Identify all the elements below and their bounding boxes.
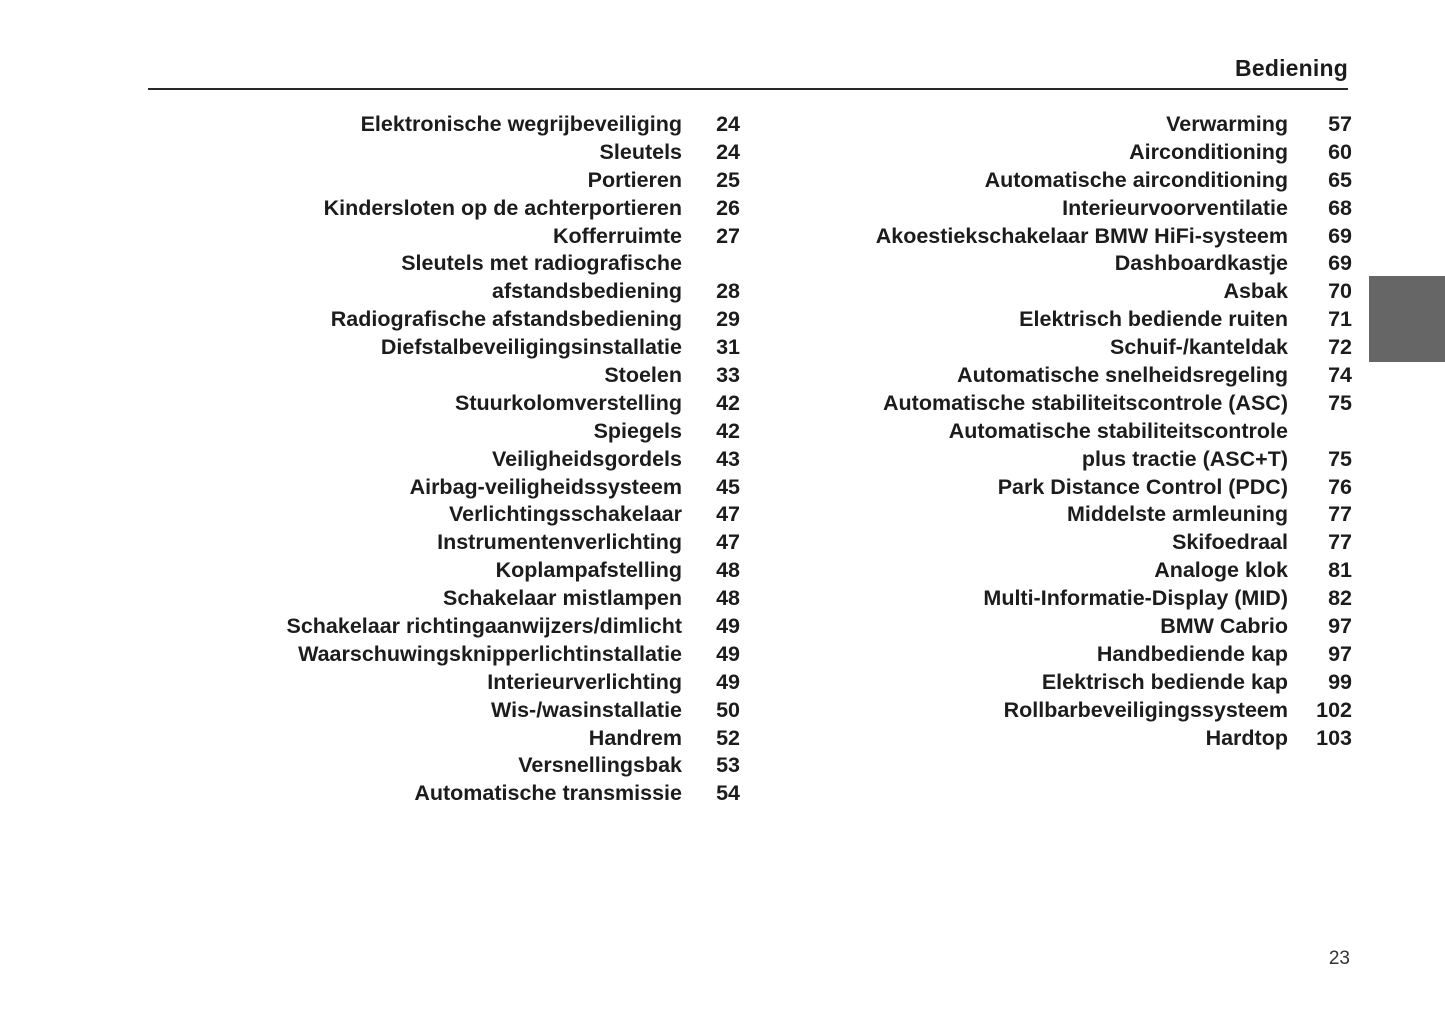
toc-entry[interactable] <box>150 418 740 446</box>
toc-entry[interactable] <box>760 418 1352 446</box>
toc-entry-title: Automatische snelheidsregeling <box>957 363 1288 388</box>
toc-entry-page: 27 <box>716 223 740 248</box>
toc-entry[interactable] <box>760 557 1352 585</box>
toc-entry[interactable] <box>150 334 740 362</box>
toc-entry-title: Kindersloten op de achterportieren <box>323 195 682 220</box>
toc-entry-title: Koplampafstelling <box>495 558 682 583</box>
toc-entry-title: Stoelen <box>604 363 682 388</box>
toc-entry-page: 48 <box>716 586 740 611</box>
toc-entry[interactable] <box>150 501 740 529</box>
toc-entry-page: 75 <box>1328 390 1352 415</box>
toc-entry-page: 43 <box>716 446 740 471</box>
toc-entry-page: 25 <box>716 167 740 192</box>
toc-entry[interactable] <box>760 111 1352 139</box>
toc-entry-title: Automatische airconditioning <box>984 167 1288 192</box>
toc-entry[interactable] <box>150 139 740 167</box>
toc-entry-page: 70 <box>1328 279 1352 304</box>
toc-entry[interactable] <box>150 278 740 306</box>
toc-entry-page: 102 <box>1316 697 1352 722</box>
toc-entry[interactable] <box>150 250 740 278</box>
toc-entry[interactable] <box>760 278 1352 306</box>
toc-entry-title: Elektrisch bediende kap <box>1041 669 1288 694</box>
toc-entry-title: Automatische stabiliteitscontrole <box>948 418 1288 443</box>
toc-entry-title: Sleutels <box>599 139 682 164</box>
toc-entry[interactable] <box>760 474 1352 502</box>
toc-entry[interactable] <box>150 585 740 613</box>
toc-entry-title: Portieren <box>587 167 682 192</box>
toc-entry[interactable] <box>150 557 740 585</box>
toc-entry-title: Spiegels <box>593 418 682 443</box>
toc-entry-title: Elektronische wegrijbeveiliging <box>360 112 682 136</box>
toc-entry-title: Asbak <box>1223 279 1288 304</box>
toc-entry[interactable] <box>760 669 1352 697</box>
toc-entry-page: 103 <box>1316 725 1352 750</box>
toc-entry-page: 49 <box>716 669 740 694</box>
toc-entry[interactable] <box>150 195 740 223</box>
toc-entry-title: Veiligheidsgordels <box>492 446 682 471</box>
toc-entry-title: Middelste armleuning <box>1066 502 1288 527</box>
toc-entry-title: Analoge klok <box>1154 558 1288 583</box>
toc-entry-title: Verlichtingsschakelaar <box>448 502 682 527</box>
toc-entry-title: Interieurvoorventilatie <box>1062 195 1288 220</box>
toc-entry-page: 54 <box>716 781 740 806</box>
toc-entry[interactable] <box>760 613 1352 641</box>
toc-entry-page: 57 <box>1328 112 1352 136</box>
toc-entry[interactable] <box>150 362 740 390</box>
section-title: Bediening <box>1235 55 1348 81</box>
toc-entry[interactable] <box>150 446 740 474</box>
toc-entry-title: Park Distance Control (PDC) <box>997 474 1288 499</box>
toc-entry[interactable] <box>760 195 1352 223</box>
toc-entry[interactable] <box>150 752 740 780</box>
toc-entry-page: 77 <box>1328 530 1352 555</box>
toc-entry[interactable] <box>150 697 740 725</box>
toc-entry[interactable] <box>760 334 1352 362</box>
section-thumb-tab <box>1369 276 1445 362</box>
toc-entry[interactable] <box>760 362 1352 390</box>
toc-entry-title: Wis-/wasinstallatie <box>491 697 682 722</box>
toc-entry-title: Handrem <box>588 725 682 750</box>
toc-entry-title: Dashboardkastje <box>1114 251 1288 276</box>
toc-entry-page: 97 <box>1328 641 1352 666</box>
toc-entry[interactable] <box>760 529 1352 557</box>
toc-entry-page: 47 <box>716 530 740 555</box>
header-rule <box>148 88 1348 90</box>
toc-entry[interactable] <box>150 725 740 753</box>
toc-entry[interactable] <box>150 474 740 502</box>
toc-entry-page: 49 <box>716 641 740 666</box>
toc-entry[interactable] <box>760 446 1352 474</box>
toc-entry-page: 71 <box>1328 307 1352 332</box>
toc-entry-title: Akoestiekschakelaar BMW HiFi-systeem <box>875 223 1288 248</box>
toc-entry-page: 99 <box>1328 669 1352 694</box>
toc-entry-page: 24 <box>716 139 740 164</box>
toc-entry-page: 47 <box>716 502 740 527</box>
toc-entry[interactable] <box>150 223 740 251</box>
toc-entry-page: 50 <box>716 697 740 722</box>
toc-entry[interactable] <box>150 669 740 697</box>
toc-entry-title: plus tractie (ASC+T) <box>1081 446 1288 471</box>
toc-entry-page: 75 <box>1328 446 1352 471</box>
toc-entry[interactable] <box>760 223 1352 251</box>
toc-entry-page: 97 <box>1328 614 1352 639</box>
toc-entry-title: Stuurkolomverstelling <box>455 390 682 415</box>
toc-entry-title: Interieurverlichting <box>487 669 682 694</box>
toc-entry-title: Airconditioning <box>1129 139 1288 164</box>
toc-entry-page: 28 <box>716 279 740 304</box>
toc-entry[interactable] <box>760 250 1352 278</box>
page-number: 23 <box>1328 948 1350 969</box>
toc-entry-page: 52 <box>716 725 740 750</box>
toc-entry-page: 69 <box>1328 251 1352 276</box>
toc-entry-title: Automatische stabiliteitscontrole (ASC) <box>883 390 1288 415</box>
toc-entry-title: BMW Cabrio <box>1160 614 1288 639</box>
toc-entry-title: Instrumentenverlichting <box>437 530 682 555</box>
toc-entry-title: Verwarming <box>1166 112 1288 136</box>
toc-entry[interactable] <box>760 306 1352 334</box>
toc-entry-page: 49 <box>716 614 740 639</box>
toc-entry[interactable] <box>150 641 740 669</box>
toc-entry-page: 26 <box>716 195 740 220</box>
toc-entry[interactable] <box>760 725 1352 753</box>
toc-entry-title: Kofferruimte <box>552 223 682 248</box>
toc-entry-title: Rollbarbeveiligingssysteem <box>1003 697 1288 722</box>
toc-entry-title: Diefstalbeveiligingsinstallatie <box>380 335 682 360</box>
toc-entry-page: 65 <box>1328 167 1352 192</box>
toc-entry-title: Sleutels met radiografische <box>401 251 682 276</box>
toc-entry[interactable] <box>760 390 1352 418</box>
toc-entry[interactable] <box>150 306 740 334</box>
toc-entry-page: 72 <box>1328 335 1352 360</box>
toc-entry-title: Handbediende kap <box>1096 641 1288 666</box>
toc-entry-title: Multi-Informatie-Display (MID) <box>983 586 1288 611</box>
toc-entry[interactable] <box>150 613 740 641</box>
toc-entry[interactable] <box>150 167 740 195</box>
toc-entry-title: Skifoedraal <box>1172 530 1288 555</box>
toc-entry[interactable] <box>760 167 1352 195</box>
toc-left-column <box>150 111 740 808</box>
toc-entry[interactable] <box>760 641 1352 669</box>
toc-entry-page: 42 <box>716 390 740 415</box>
toc-entry[interactable] <box>150 111 740 139</box>
toc-entry-title: afstandsbediening <box>492 279 682 304</box>
toc-entry-title: Versnellingsbak <box>518 753 682 778</box>
toc-entry-title: Automatische transmissie <box>414 781 682 806</box>
toc-entry-page: 33 <box>716 363 740 388</box>
toc-entry-page: 76 <box>1328 474 1352 499</box>
toc-entry[interactable] <box>150 529 740 557</box>
toc-entry[interactable] <box>150 390 740 418</box>
toc-entry-title: Radiografische afstandsbediening <box>330 307 682 332</box>
toc-entry[interactable] <box>760 501 1352 529</box>
toc-entry-title: Schakelaar mistlampen <box>442 586 682 611</box>
toc-entry[interactable] <box>760 585 1352 613</box>
toc-entry-page: 48 <box>716 558 740 583</box>
toc-entry-page: 24 <box>716 112 740 136</box>
toc-entry-page: 31 <box>716 335 740 360</box>
toc-entry-page: 53 <box>716 753 740 778</box>
toc-entry-page: 29 <box>716 307 740 332</box>
toc-entry-page: 45 <box>716 474 740 499</box>
toc-entry-page: 60 <box>1328 139 1352 164</box>
toc-entry[interactable] <box>150 780 740 808</box>
toc-entry-page: 42 <box>716 418 740 443</box>
toc-entry-title: Airbag-veiligheidssysteem <box>409 474 682 499</box>
toc-entry-page: 81 <box>1328 558 1352 583</box>
toc-entry-page: 82 <box>1328 586 1352 611</box>
toc-entry-page: 69 <box>1328 223 1352 248</box>
toc-entry-title: Hardtop <box>1205 725 1288 750</box>
toc-entry-title: Waarschuwingsknipperlichtinstallatie <box>298 641 682 666</box>
toc-entry-page: 68 <box>1328 195 1352 220</box>
toc-right-column <box>760 111 1352 752</box>
toc-entry[interactable] <box>760 139 1352 167</box>
toc-entry-title: Elektrisch bediende ruiten <box>1019 307 1288 332</box>
toc-entry-title: Schuif-/kanteldak <box>1109 335 1288 360</box>
toc-entry-page: 77 <box>1328 502 1352 527</box>
toc-entry-page: 74 <box>1328 363 1352 388</box>
toc-entry-title: Schakelaar richtingaanwijzers/dimlicht <box>286 614 682 639</box>
toc-entry[interactable] <box>760 697 1352 725</box>
